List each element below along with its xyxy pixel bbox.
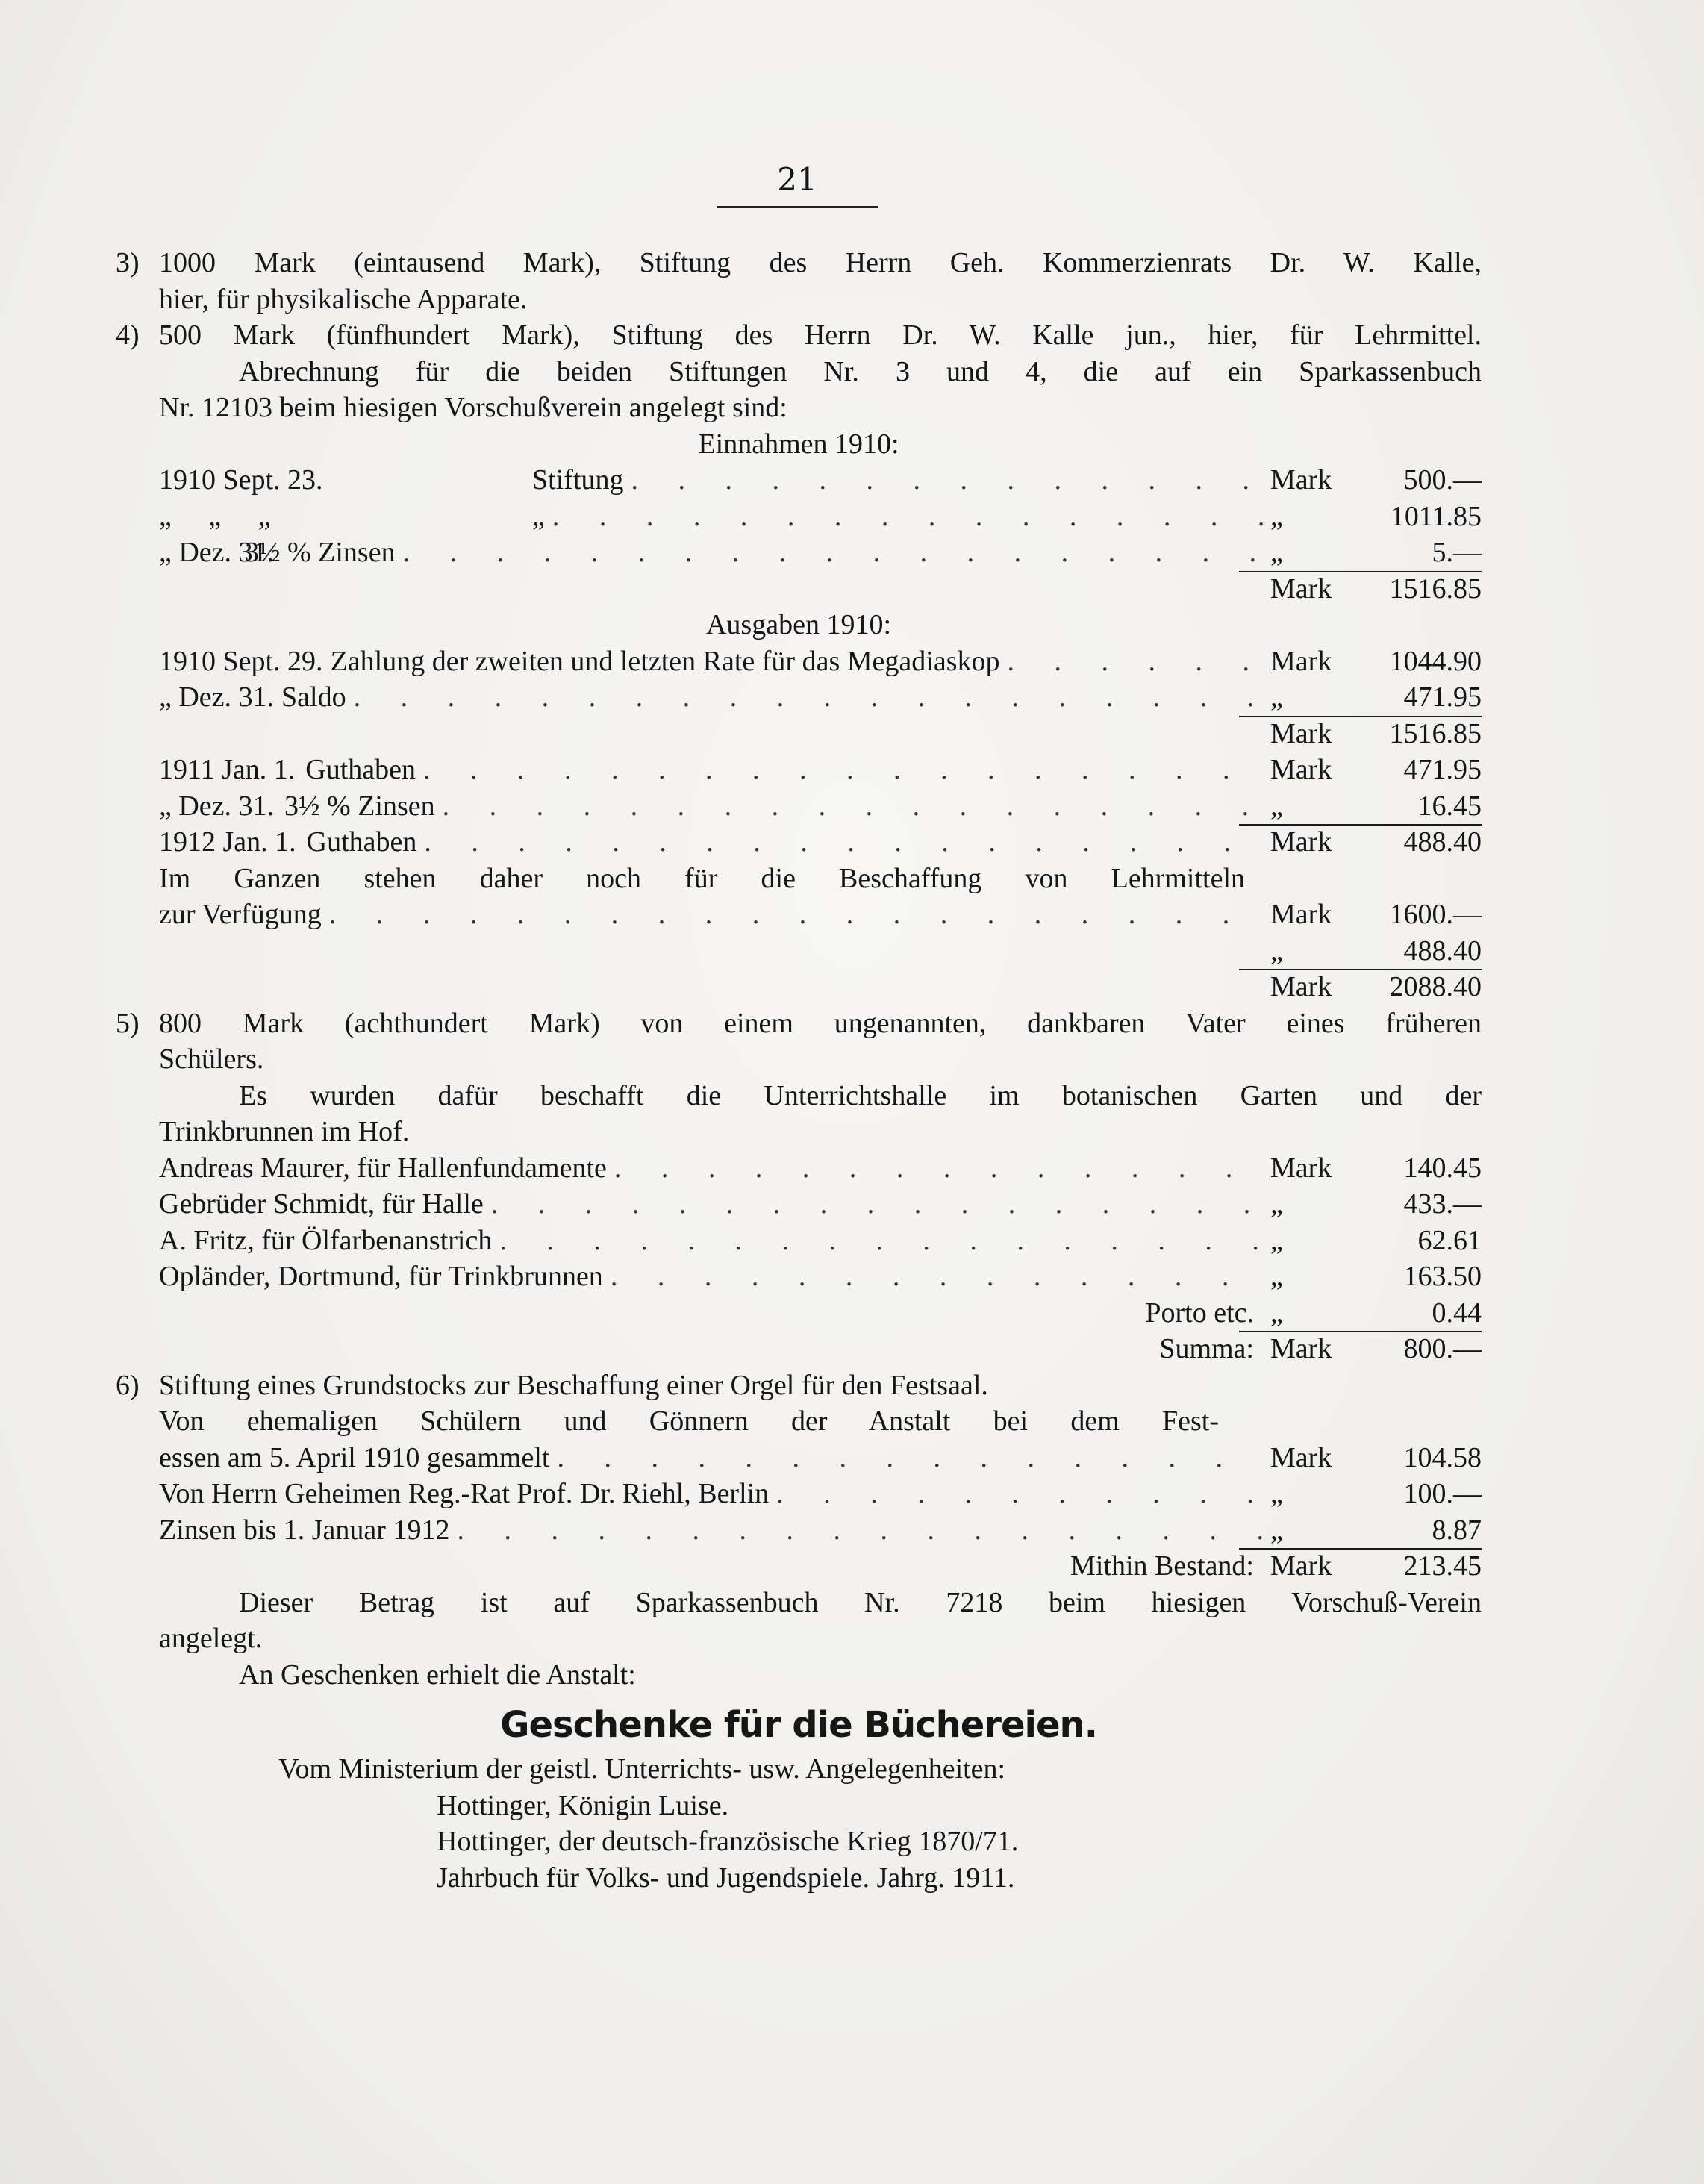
ledger-row: „ Dez. 31. Saldo . . . „ 471.95 [116, 679, 1482, 716]
page-number: 21 [717, 161, 878, 208]
gift-item: Hottinger, Königin Luise. [437, 1789, 729, 1821]
item5-line1 [116, 1005, 1482, 1042]
note-line3: An Geschenken erhielt die Anstalt: [239, 1659, 636, 1691]
ledger-row: A. Fritz, für Ölfarbenanstrich . . . „ 62.61 [116, 1223, 1482, 1259]
summa-row: Summa: Mark 800.— [116, 1331, 1482, 1367]
gift-item: Jahrbuch für Volks- und Jugendspiele. Jahrg. 1911. [437, 1862, 1015, 1894]
total-line1: Im Ganzen stehen daher noch für die Beschaffung von Lehrmitteln [159, 862, 1245, 894]
item6-line1: 6) Stiftung eines Grundstocks zur Beschaffung einer Orgel für den Festsaal. [116, 1367, 1482, 1404]
note-line1: Dieser Betrag ist auf Sparkassenbuch Nr. 7218 beim hiesigen Vorschuß-Verein [239, 1586, 1482, 1618]
ledger-row: Gebrüder Schmidt, für Halle . . . „ 433.— [116, 1186, 1482, 1223]
page-body [116, 245, 1482, 1896]
ledger-row: „ „ „ „ . . . „ 1011.85 [116, 499, 1482, 535]
item5-line2: Schülers. [159, 1043, 264, 1075]
income-heading: Einnahmen 1910: [698, 428, 899, 460]
item-number: 6) [116, 1369, 140, 1401]
ledger-row: 1910 Sept. 29. Zahlung der zweiten und letzten Rate für das Megadiaskop . . . Mark 1044.90 [116, 643, 1482, 680]
item-text: 1000 Mark (eintausend Mark), Stiftung des Herrn Geh. Kommerzienrats Dr. W. Kalle, [159, 247, 1482, 278]
porto-row: Porto etc. „ 0.44 [1145, 1297, 1482, 1329]
total-add-row: „ 488.40 [1270, 935, 1482, 967]
item3-line2 [116, 281, 1482, 318]
item3-line1 [116, 245, 1482, 281]
item6-line2: Von ehemaligen Schülern und Gönnern der Anstalt bei dem Fest- [159, 1405, 1219, 1437]
ledger-row: Von Herrn Geheimen Reg.-Rat Prof. Dr. Riehl, Berlin . . . „ 100.— [116, 1476, 1482, 1512]
sum-rule [1239, 571, 1482, 572]
item-text: Abrechnung für die beiden Stiftungen Nr. 3 und 4, die auf ein Sparkassenbuch [239, 355, 1482, 387]
total-line2: zur Verfügung . . . Mark 1600.— [116, 896, 1482, 933]
item-text: 500 Mark (fünfhundert Mark), Stiftung des Herrn Dr. W. Kalle jun., hier, für Lehrmittel. [159, 319, 1482, 351]
item-number: 5) [116, 1007, 140, 1039]
item-text: 800 Mark (achthundert Mark) von einem ungenannten, dankbaren Vater eines früheren [159, 1007, 1482, 1039]
gift-item: Hottinger, der deutsch-französische Krieg 1870/71. [437, 1826, 1019, 1857]
ledger-total-row: Mark 1516.85 [116, 716, 1482, 752]
ledger-total-row: Mark 1516.85 [116, 571, 1482, 608]
expense-heading: Ausgaben 1910: [705, 609, 892, 640]
sum-rule [1239, 716, 1482, 717]
section-heading: Geschenke für die Büchereien. [500, 1704, 1097, 1746]
item5-line3: Es wurden dafür beschafft die Unterrichtshalle im botanischen Garten und der [239, 1079, 1482, 1111]
grand-total-row: Mark 2088.40 [116, 969, 1482, 1005]
ledger-row: Andreas Maurer, für Hallenfundamente . . . Mark 140.45 [116, 1150, 1482, 1187]
item4-line3 [116, 390, 1482, 426]
sum-rule [1239, 824, 1482, 826]
sum-rule [1239, 1331, 1482, 1332]
ledger-row: Opländer, Dortmund, für Trinkbrunnen . . . „ 163.50 [116, 1258, 1482, 1295]
gifts-source: Vom Ministerium der geistl. Unterrichts- usw. Angelegenheiten: [278, 1753, 1006, 1785]
item-text: Nr. 12103 beim hiesigen Vorschußverein angelegt sind: [159, 392, 787, 423]
ledger-row: „ Dez. 31. 3½ % Zinsen . . . „ 16.45 [116, 788, 1482, 825]
ledger-row: 1910 Sept. 23. Stiftung . . . Mark 500.— [116, 462, 1482, 499]
item4-line2 [116, 354, 1482, 390]
bestand-row: Mithin Bestand: Mark 213.45 [116, 1548, 1482, 1585]
item-number: 4) [116, 319, 140, 351]
ledger-row: essen am 5. April 1910 gesammelt . . . Mark 104.58 [116, 1440, 1482, 1476]
note-line2: angelegt. [159, 1623, 263, 1654]
ledger-row: „ Dez. 31. 3½ % Zinsen . . . „ 5.— [116, 534, 1482, 571]
sum-rule [1239, 969, 1482, 970]
ledger-row: 1912 Jan. 1. Guthaben . . . Mark 488.40 [116, 824, 1482, 861]
ledger-row: 1911 Jan. 1. Guthaben . . . Mark 471.95 [116, 752, 1482, 788]
sum-rule [1239, 1548, 1482, 1550]
item-text: hier, für physikalische Apparate. [159, 283, 528, 315]
item-number: 3) [116, 247, 140, 278]
ledger-row: Zinsen bis 1. Januar 1912 . . . „ 8.87 [116, 1512, 1482, 1549]
item4-line1 [116, 317, 1482, 354]
item5-line4: Trinkbrunnen im Hof. [159, 1116, 410, 1147]
